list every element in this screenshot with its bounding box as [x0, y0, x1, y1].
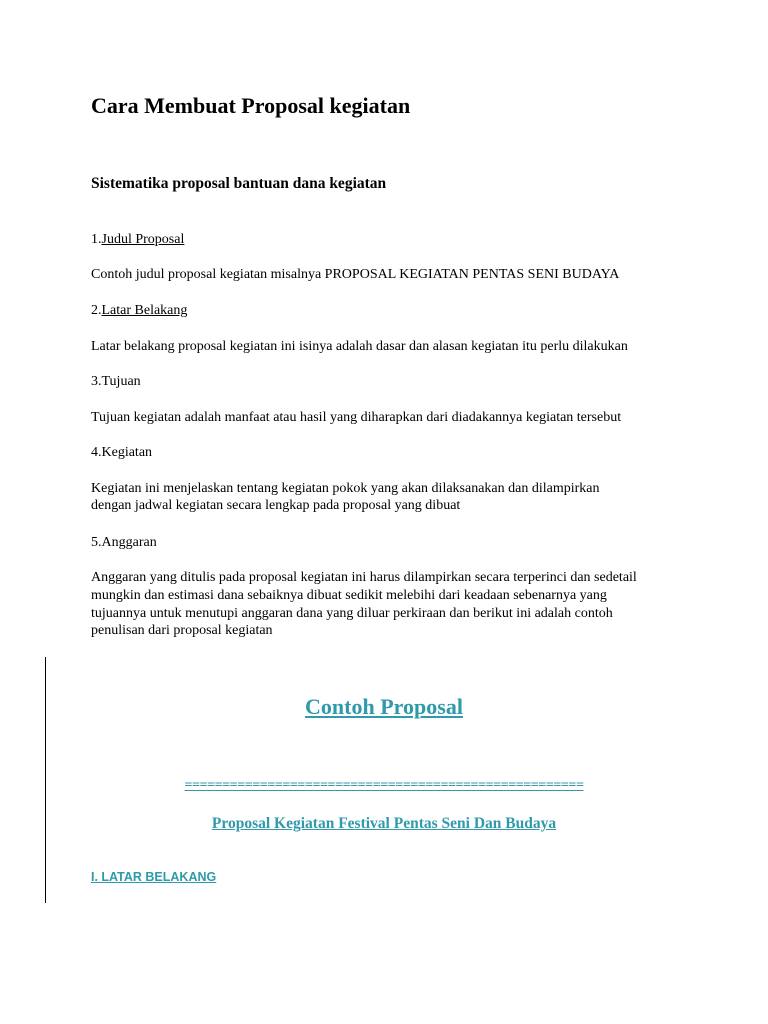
section-2-heading: [91, 302, 187, 320]
section-5-body-line-1: Anggaran yang ditulis pada proposal kegiatan ini harus dilampirkan secara terperinci dan sedetail: [91, 570, 637, 585]
section-5-title: Anggaran: [101, 535, 157, 550]
latar-belakang-heading-link[interactable]: I. LATAR BELAKANG: [91, 870, 217, 884]
section-1-number: 1.: [91, 232, 102, 247]
section-3-heading: [91, 373, 141, 391]
section-4-body-line-1: Kegiatan ini menjelaskan tentang kegiatan pokok yang akan dilaksanakan dan dilampirkan: [91, 481, 600, 496]
section-5-heading: [91, 534, 157, 552]
section-3-number: 3.: [91, 374, 102, 389]
document-title: Cara Membuat Proposal kegiatan: [91, 93, 411, 118]
section-5-body-line-4: penulisan dari proposal kegiatan: [91, 623, 273, 638]
section-1-body: Contoh judul proposal kegiatan misalnya PROPOSAL KEGIATAN PENTAS SENI BUDAYA: [91, 267, 620, 282]
section-4-number: 4.: [91, 445, 102, 460]
section-4-body-line-2: dengan jadwal kegiatan secara lengkap pada proposal yang dibuat: [91, 498, 461, 513]
proposal-title: [0, 814, 768, 834]
section-5-number: 5.: [91, 535, 102, 550]
section-5-body-line-2: mungkin dan estimasi dana sebaiknya dibuat sedikit melebihi dari keadaan sebenarnya yang: [91, 588, 607, 603]
section-4-title: Kegiatan: [101, 445, 153, 460]
section-3-title: Tujuan: [101, 374, 141, 389]
section-5-body-line-3: tujuannya untuk menutupi anggaran dana yang diluar perkiraan dan berikut ini adalah contoh: [91, 606, 613, 621]
example-divider: [0, 777, 768, 795]
proposal-title-link[interactable]: Proposal Kegiatan Festival Pentas Seni Dan Budaya: [211, 815, 557, 832]
document-subtitle: Sistematika proposal bantuan dana kegiatan: [91, 175, 387, 192]
section-3-body: Tujuan kegiatan adalah manfaat atau hasil yang diharapkan dari diadakannya kegiatan tersebut: [91, 410, 622, 425]
section-4-heading: [91, 444, 152, 462]
section-2-number: 2.: [91, 303, 102, 318]
section-2-body: Latar belakang proposal kegiatan ini isinya adalah dasar dan alasan kegiatan itu perlu dilakukan: [91, 339, 628, 354]
example-divider-link[interactable]: =====================================================: [184, 778, 584, 793]
example-heading: [0, 693, 768, 721]
section-1-title-link[interactable]: Judul Proposal: [101, 232, 185, 247]
section-1-heading: [91, 231, 184, 249]
section-2-title-link[interactable]: Latar Belakang: [101, 303, 188, 318]
example-heading-link[interactable]: Contoh Proposal: [305, 694, 463, 719]
